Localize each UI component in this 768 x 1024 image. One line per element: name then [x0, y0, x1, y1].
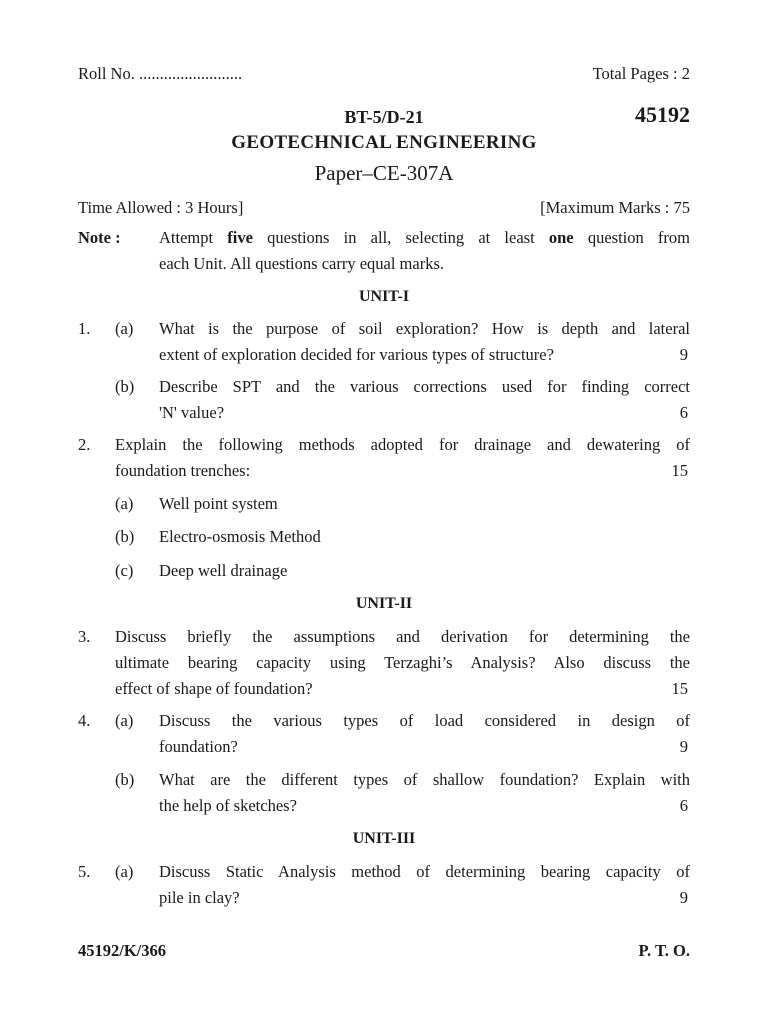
question-number: 4.: [78, 711, 91, 730]
marks: 9: [679, 737, 688, 756]
paper-code: Paper–CE-307A: [314, 161, 454, 185]
page-footer: [78, 938, 690, 964]
time-allowed: Time Allowed : 3 Hours]: [78, 198, 244, 217]
pto-label: P. T. O.: [638, 941, 690, 960]
unit-heading-2: UNIT-II: [355, 595, 413, 612]
time-marks-line: [78, 195, 690, 221]
total-pages: Total Pages : 2: [592, 64, 690, 83]
marks: 9: [679, 345, 688, 364]
question-number: 5.: [78, 862, 91, 881]
roll-number: Roll No. .........................: [78, 64, 243, 83]
note-emphasis-one: one: [548, 228, 574, 247]
unit-heading-1: UNIT-I: [358, 288, 410, 305]
question-number: 3.: [78, 627, 91, 646]
question-number: 2.: [78, 435, 91, 454]
paper-number: 45192: [635, 102, 690, 127]
sub-label: (a): [115, 319, 134, 338]
sub-label: (b): [115, 377, 135, 396]
note-line-1: Attempt five questions in all, selecting at least one question from: [159, 228, 690, 247]
marks: 15: [671, 679, 688, 698]
note-line-2: each Unit. All questions carry equal marks.: [159, 254, 445, 273]
marks: 15: [671, 461, 688, 480]
marks: 6: [679, 796, 688, 815]
marks: 6: [679, 403, 688, 422]
unit-heading-3: UNIT-III: [352, 830, 416, 847]
exam-code: BT-5/D-21: [344, 107, 424, 127]
header-top: [78, 61, 690, 87]
question-number: 1.: [78, 319, 91, 338]
note-label: Note :: [78, 228, 121, 247]
footer-code: 45192/K/366: [78, 941, 167, 960]
subject-title: GEOTECHNICAL ENGINEERING: [231, 132, 537, 153]
maximum-marks: [Maximum Marks : 75: [540, 198, 690, 217]
exam-page: Roll No. ......................... Total Pages : 2 BT-5/D-21 45192 GEOTECHNICAL ENGINEERING Paper–CE-307A Time Allowed : 3 Hours] [Maximum Marks : 75 Note : Attempt five questions in all, selecting at least one question from each Unit. All questions carry equal marks. UNIT-I 1. (a) What is the purpose of soil exploration? How is depth and lateral extent of exploration decided for various types of structure? 9 (b) Describe SPT and the various corrections used for finding correct 'N' value? 6 2. Explain the following methods adopted for drainage and dewatering of foundation trenches: 15 (a) Well point system (b) Electro-osmosis Method (c) Deep well drainage UNIT-II 3. Discuss briefly the assumptions and derivation for determining the ultimate bearing capacity using Terzaghi’s Analysis? Also discuss the effect of shape of foundation? 15 4. (a) Discuss the various types of load considered in design of foundation? 9 (b) What are the different types of shallow foundation? Explain with the help of sketches? 6 UNIT-III 5. (a) Discuss Static Analysis method of determining bearing capacity of pile in clay? 9 45192/K/366 P. T. O.: [0, 0, 768, 1024]
note-emphasis-five: five: [227, 228, 253, 247]
marks: 9: [679, 888, 688, 907]
